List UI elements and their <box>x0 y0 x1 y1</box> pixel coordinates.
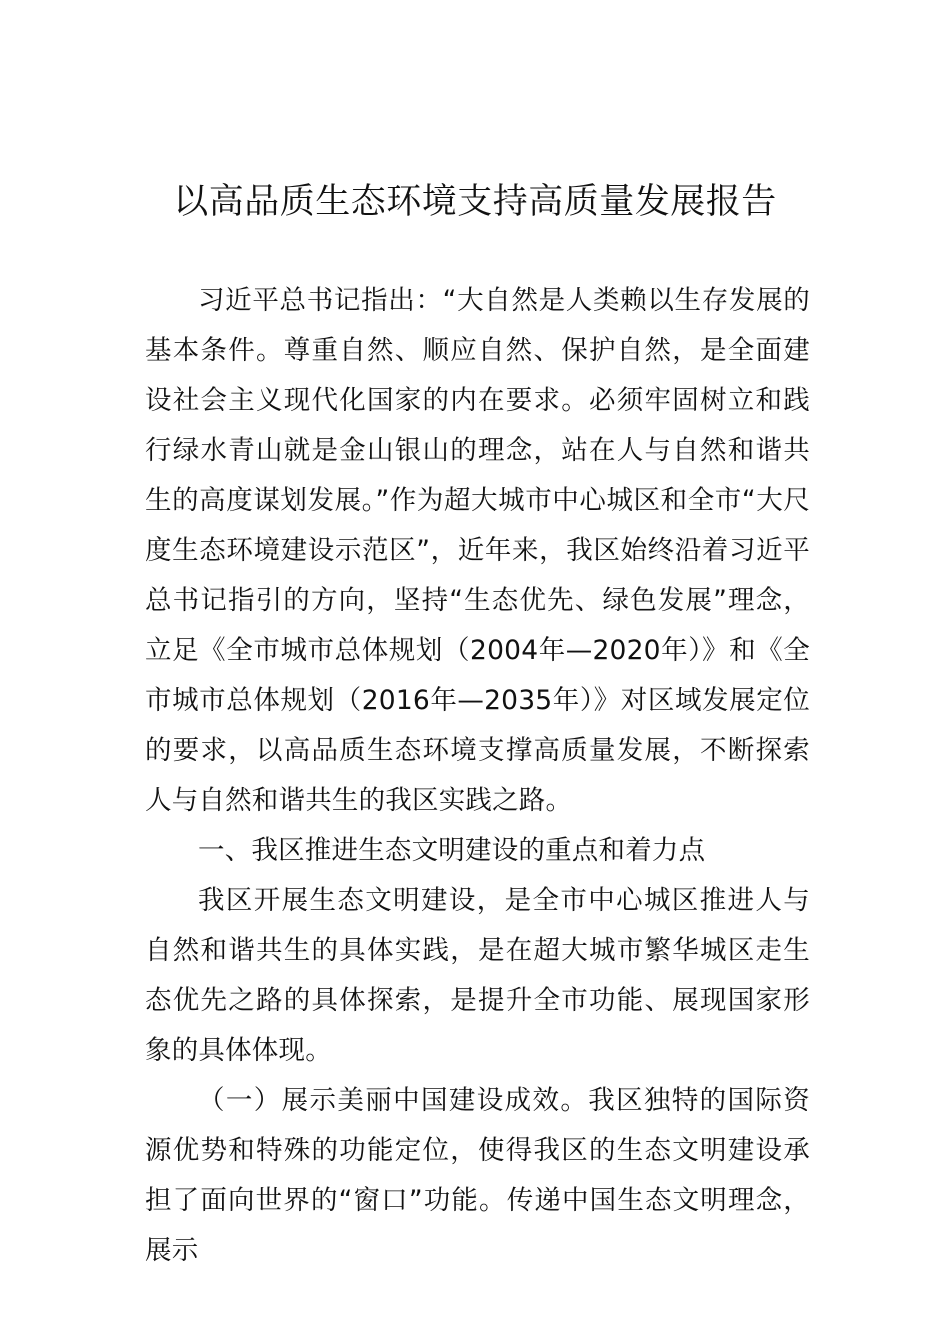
subsection-1-paragraph: （一）展示美丽中国建设成效。我区独特的国际资源优势和特殊的功能定位，使得我区的生态文明建设承担了面向世界的“窗口”功能。传递中国生态文明理念，展示 <box>145 1085 810 1266</box>
document-body <box>145 276 810 1276</box>
section-1-paragraph: 我区开展生态文明建设，是全市中心城区推进人与自然和谐共生的具体实践，是在超大城市繁华城区走生态优先之路的具体探索，是提升全市功能、展现国家形象的具体体现。 <box>145 885 810 1066</box>
document-title: 以高品质生态环境支持高质量发展报告 <box>173 182 777 222</box>
intro-paragraph: 习近平总书记指出：“大自然是人类赖以生存发展的基本条件。尊重自然、顺应自然、保护自然，是全面建设社会主义现代化国家的内在要求。必须牢固树立和践行绿水青山就是金山银山的理念，站在人与自然和谐共生的高度谋划发展。”作为超大城市中心城区和全市“大尺度生态环境建设示范区”，近年来，我区始终沿着习近平总书记指引的方向，坚持“生态优先、绿色发展”理念，立足《全市城市总体规划（2004年—2020年）》和《全市城市总体规划（2016年—2035年）》对区域发展定位的要求，以高品质生态环境支撑高质量发展，不断探索人与自然和谐共生的我区实践之路。 <box>145 285 810 816</box>
section-heading-1: 一、我区推进生态文明建设的重点和着力点 <box>198 835 706 866</box>
